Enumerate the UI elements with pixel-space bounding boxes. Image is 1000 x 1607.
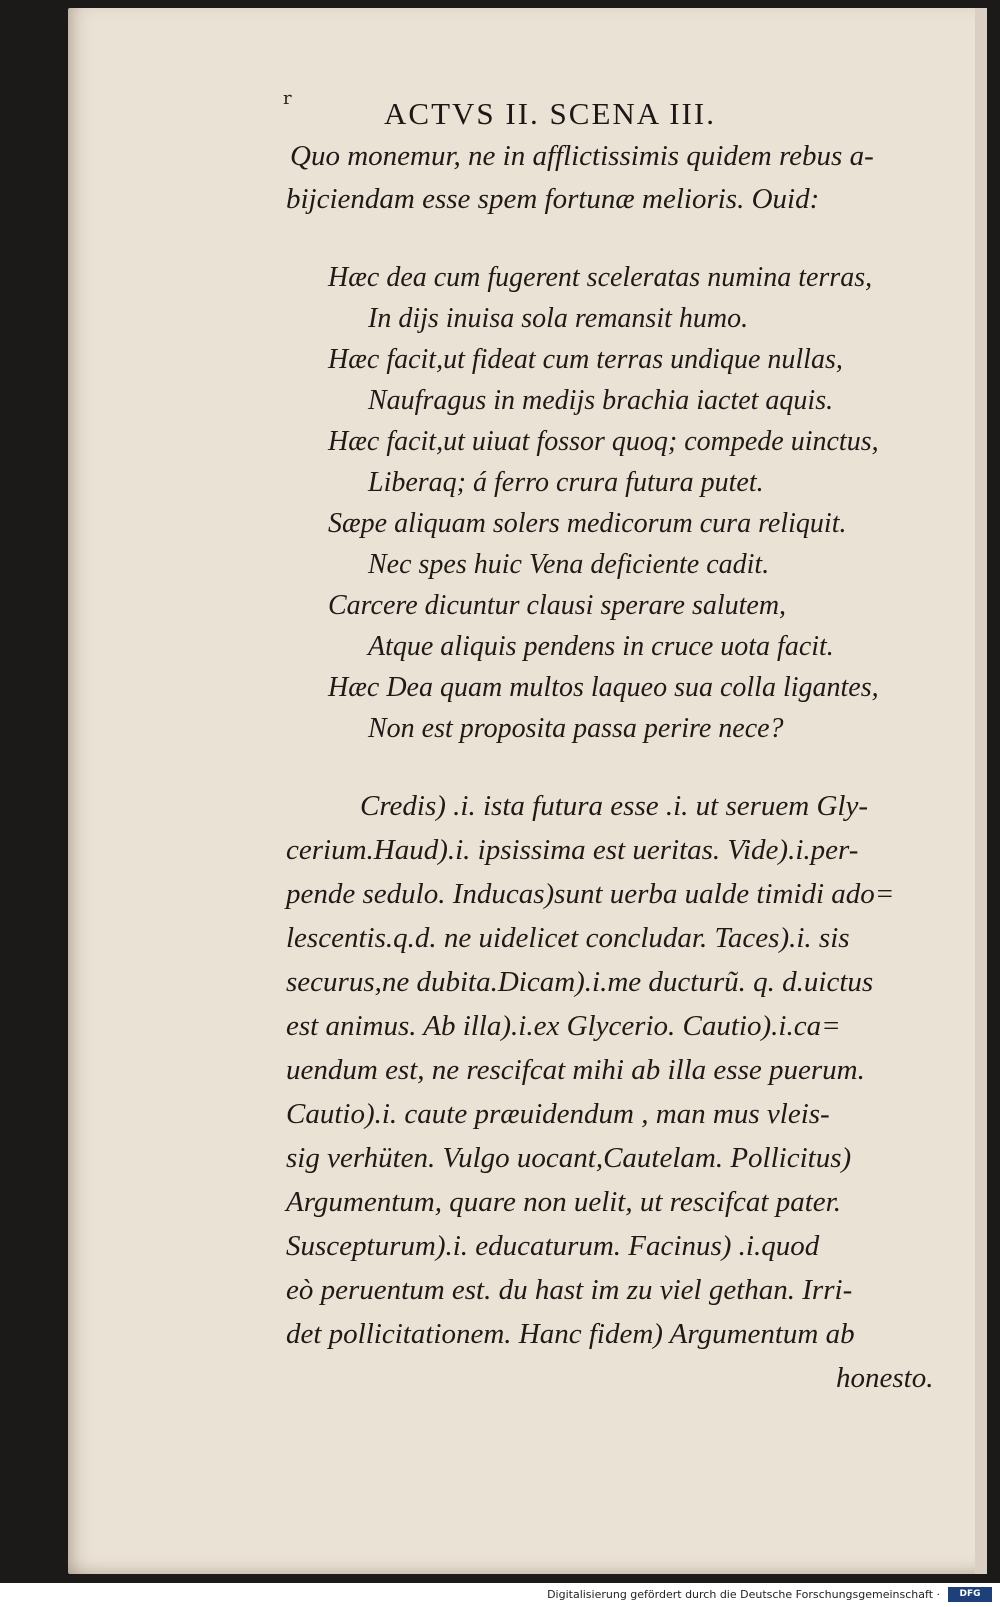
- running-head: ACTVS II. SCENA III.: [384, 96, 716, 131]
- commentary-line: cerium.Haud).i. ipsissima est ueritas. Vide).i.per-: [286, 834, 859, 866]
- commentary-line: sig verhüten. Vulgo uocant,Cautelam. Pollicitus): [286, 1142, 852, 1174]
- verse-line: Atque aliquis pendens in cruce uota facit.: [368, 631, 834, 662]
- commentary-line: pende sedulo. Inducas)sunt uerba ualde timidi ado=: [286, 878, 895, 910]
- commentary-line: Cautio).i. caute præuidendum , man mus vleis-: [286, 1098, 830, 1130]
- verse-line: Carcere dicuntur clausi sperare salutem,: [328, 590, 787, 621]
- commentary-line: est animus. Ab illa).i.ex Glycerio. Cautio).i.ca=: [286, 1010, 841, 1042]
- verse-line: Liberaq; á ferro crura futura putet.: [368, 467, 764, 498]
- commentary-line: lescentis.q.d. ne uidelicet concludar. Taces).i. sis: [286, 922, 850, 954]
- verse-line: Hæc dea cum fugerent sceleratas numina terras,: [328, 262, 873, 293]
- commentary-line: uendum est, ne rescifcat mihi ab illa esse puerum.: [286, 1054, 865, 1086]
- commentary-line: Argumentum, quare non uelit, ut rescifcat pater.: [286, 1186, 841, 1218]
- corner-mark: r: [283, 88, 292, 109]
- verse-line: Nec spes huic Vena deficiente cadit.: [368, 549, 770, 580]
- commentary-line: eò peruentum est. du hast im zu viel gethan. Irri-: [286, 1274, 853, 1306]
- intro-line: Quo monemur, ne in afflictissimis quidem rebus a-: [290, 140, 874, 172]
- verse-line: Naufragus in medijs brachia iactet aquis.: [368, 385, 834, 416]
- dfg-logo: DFG: [948, 1587, 992, 1602]
- verse-line: Hæc Dea quam multos laqueo sua colla ligantes,: [328, 672, 879, 703]
- commentary-line: det pollicitationem. Hanc fidem) Argumentum ab: [286, 1318, 855, 1350]
- commentary-line: Credis) .i. ista futura esse .i. ut seruem Gly-: [360, 790, 868, 822]
- digitization-credit: Digitalisierung gefördert durch die Deutsche Forschungsgemeinschaft ·: [547, 1588, 940, 1601]
- page-edge: [975, 8, 987, 1574]
- commentary-line: Suscepturum).i. educaturum. Facinus) .i.quod: [286, 1230, 820, 1262]
- commentary-line: securus,ne dubita.Dicam).i.me ducturũ. q. d.uictus: [286, 966, 874, 998]
- intro-line: bijciendam esse spem fortunæ melioris. Ouid:: [286, 183, 820, 215]
- verse-line: Hæc facit,ut fideat cum terras undique nullas,: [328, 344, 843, 375]
- verse-line: Sæpe aliquam solers medicorum cura reliquit.: [328, 508, 847, 539]
- verse-line: Hæc facit,ut uiuat fossor quoq; compede uinctus,: [328, 426, 879, 457]
- commentary-line: honesto.: [836, 1362, 934, 1394]
- verse-line: In dijs inuisa sola remansit humo.: [368, 303, 749, 334]
- verse-line: Non est proposita passa perire nece?: [368, 713, 784, 744]
